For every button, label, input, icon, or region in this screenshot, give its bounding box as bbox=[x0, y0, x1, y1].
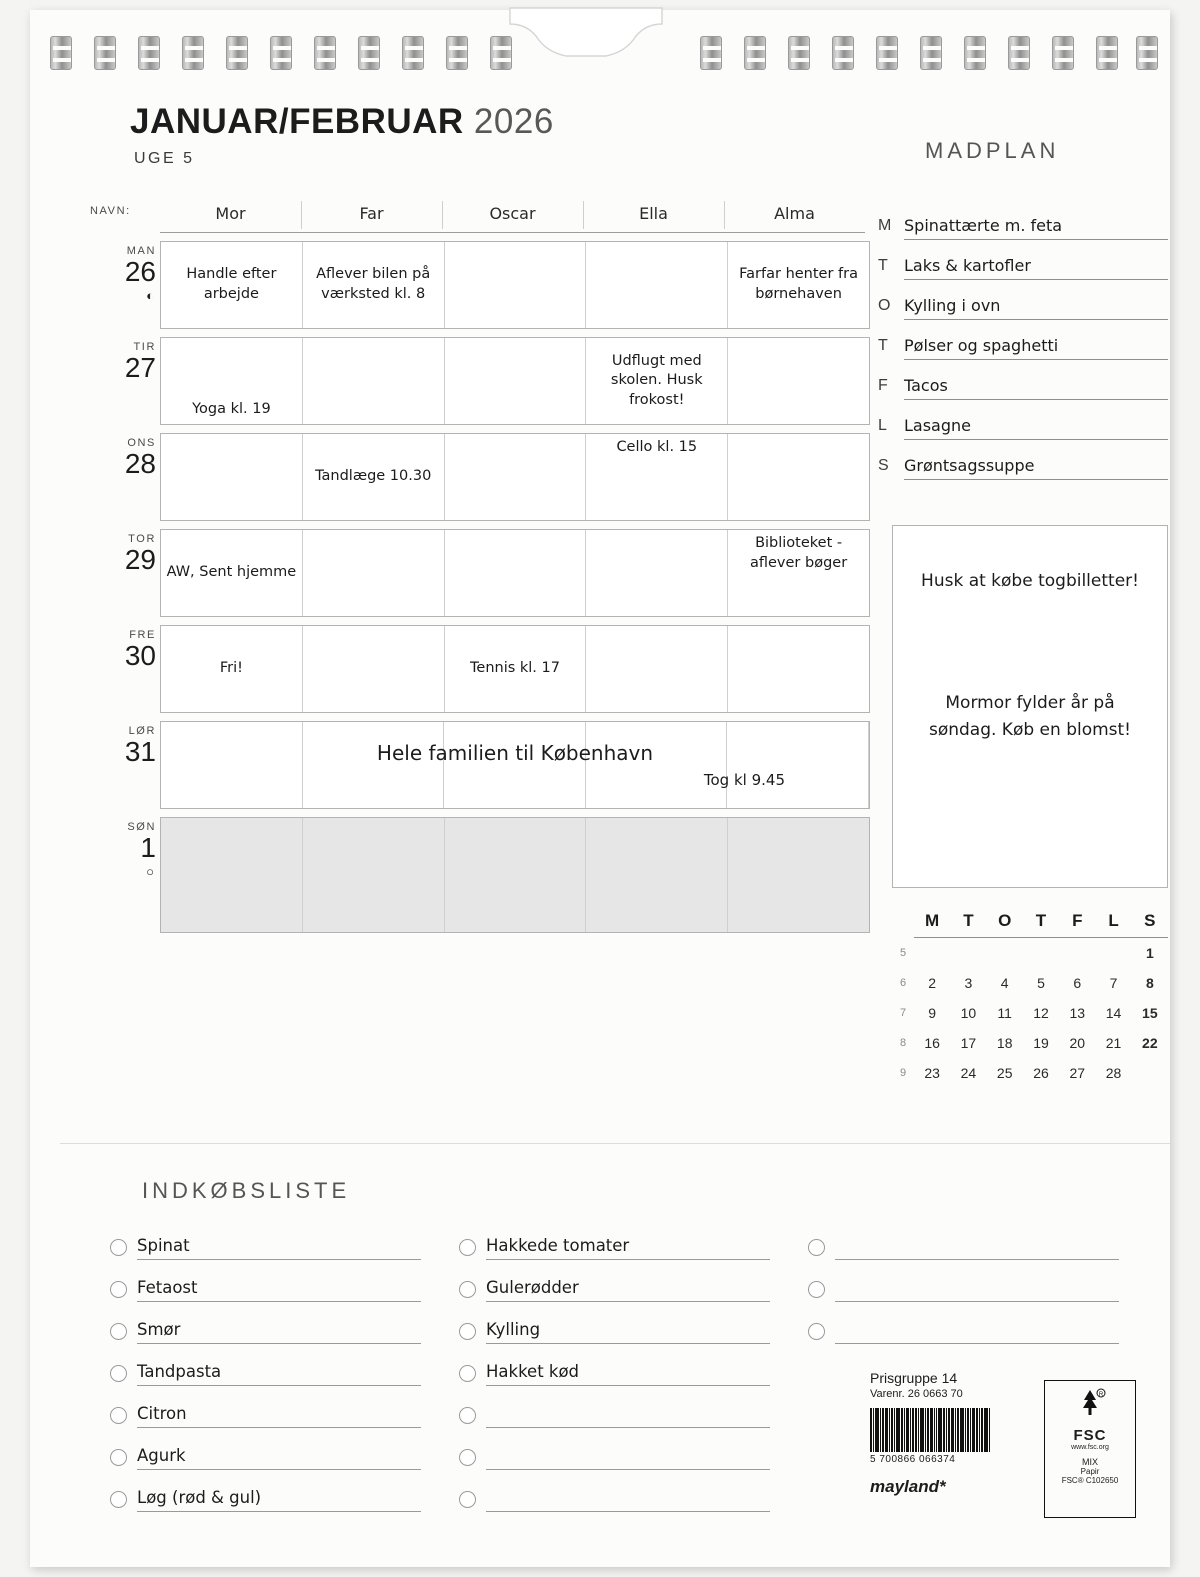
shopping-input[interactable]: Spinat bbox=[137, 1236, 421, 1260]
fsc-text: FSC bbox=[1073, 1427, 1107, 1444]
brand-logo: mayland* bbox=[870, 1477, 946, 1496]
shopping-input[interactable]: Hakket kød bbox=[486, 1362, 770, 1386]
notes-box[interactable] bbox=[892, 525, 1168, 888]
day-label: MAN 26 ◐ bbox=[124, 245, 156, 303]
day-cell[interactable] bbox=[445, 338, 587, 424]
madplan-list bbox=[878, 200, 1168, 480]
week-label: UGE 5 bbox=[134, 150, 195, 167]
checkbox-circle-icon[interactable] bbox=[459, 1239, 476, 1256]
fsc-code: FSC® C102650 bbox=[1061, 1476, 1119, 1485]
day-row-saturday bbox=[90, 721, 870, 809]
mini-header-tue: T bbox=[950, 908, 986, 938]
day-cell[interactable] bbox=[303, 818, 445, 932]
shopping-column-2 bbox=[459, 1218, 770, 1512]
day-label: TIR 27 bbox=[124, 341, 156, 383]
checkbox-circle-icon[interactable] bbox=[110, 1449, 127, 1466]
person-name-cell[interactable]: Alma bbox=[724, 195, 865, 233]
moon-phase-icon: ○ bbox=[146, 863, 154, 879]
day-label: TOR 29 bbox=[124, 533, 156, 575]
checkbox-circle-icon[interactable] bbox=[459, 1491, 476, 1508]
madplan-input[interactable]: Tacos bbox=[904, 376, 1168, 400]
mini-header-sun: S bbox=[1132, 908, 1168, 938]
day-cell[interactable]: Aflever bilen på værksted kl. 8 bbox=[303, 242, 445, 328]
shopping-input[interactable]: Kylling bbox=[486, 1320, 770, 1344]
fsc-tree-icon bbox=[1045, 1387, 1135, 1427]
mini-week-row: 7 9 10 11 12 13 14 15 bbox=[899, 1005, 1158, 1021]
madplan-title: MADPLAN bbox=[925, 138, 1060, 163]
note-text-2: Mormor fylder år på søndag. Køb en blomst! bbox=[928, 693, 1132, 740]
shopping-input[interactable]: Hakkede tomater bbox=[486, 1236, 770, 1260]
day-cell[interactable] bbox=[445, 434, 587, 520]
shopping-input[interactable] bbox=[835, 1320, 1119, 1344]
day-cell[interactable]: Tandlæge 10.30 bbox=[303, 434, 445, 520]
shopping-list-title: INDKØBSLISTE bbox=[142, 1178, 351, 1203]
moon-phase-icon: ◐ bbox=[146, 287, 154, 303]
list-item bbox=[110, 1218, 421, 1260]
day-cell[interactable]: Udflugt med skolen. Husk frokost! bbox=[586, 338, 728, 424]
page-title bbox=[130, 102, 554, 142]
checkbox-circle-icon[interactable] bbox=[459, 1407, 476, 1424]
shopping-input[interactable]: Tandpasta bbox=[137, 1362, 421, 1386]
svg-text:R: R bbox=[1098, 1392, 1104, 1398]
day-row-sunday bbox=[90, 817, 870, 933]
day-row-thursday bbox=[90, 529, 870, 617]
week-grid bbox=[90, 241, 870, 941]
checkbox-circle-icon[interactable] bbox=[110, 1239, 127, 1256]
shopping-column-1 bbox=[110, 1218, 421, 1512]
day-cell[interactable] bbox=[586, 818, 728, 932]
list-item bbox=[459, 1386, 770, 1428]
madplan-input[interactable]: Laks & kartofler bbox=[904, 256, 1168, 280]
checkbox-circle-icon[interactable] bbox=[459, 1365, 476, 1382]
shopping-input[interactable]: Fetaost bbox=[137, 1278, 421, 1302]
checkbox-circle-icon[interactable] bbox=[459, 1281, 476, 1298]
madplan-input[interactable]: Spinattærte m. feta bbox=[904, 216, 1168, 240]
month-name: JANUAR/FEBRUAR bbox=[130, 102, 464, 141]
day-cell[interactable] bbox=[161, 434, 303, 520]
mini-header-fri: F bbox=[1059, 908, 1095, 938]
mini-header-sat: L bbox=[1095, 908, 1131, 938]
person-header-row bbox=[160, 195, 865, 233]
checkbox-circle-icon[interactable] bbox=[808, 1281, 825, 1298]
hanger-cutout bbox=[506, 6, 666, 66]
list-item bbox=[110, 1386, 421, 1428]
day-cell[interactable]: Yoga kl. 19 bbox=[161, 338, 303, 424]
day-cell[interactable]: Farfar henter fra børnehaven bbox=[739, 266, 859, 302]
list-item bbox=[459, 1302, 770, 1344]
madplan-row: T Pølser og spaghetti bbox=[878, 320, 1168, 360]
day-cell[interactable]: AW, Sent hjemme bbox=[161, 530, 303, 616]
list-item bbox=[110, 1470, 421, 1512]
list-item bbox=[110, 1260, 421, 1302]
checkbox-circle-icon[interactable] bbox=[110, 1281, 127, 1298]
list-item bbox=[808, 1260, 1119, 1302]
day-label: ONS 28 bbox=[124, 437, 156, 479]
list-item bbox=[459, 1260, 770, 1302]
list-item bbox=[808, 1302, 1119, 1344]
shopping-input[interactable]: Agurk bbox=[137, 1446, 421, 1470]
day-cell[interactable] bbox=[445, 530, 587, 616]
checkbox-circle-icon[interactable] bbox=[110, 1491, 127, 1508]
madplan-row: L Lasagne bbox=[878, 400, 1168, 440]
mini-week-row: 6 2 3 4 5 6 7 8 bbox=[899, 975, 1154, 991]
day-row-friday bbox=[90, 625, 870, 713]
day-cell[interactable] bbox=[303, 530, 445, 616]
list-item bbox=[110, 1428, 421, 1470]
checkbox-circle-icon[interactable] bbox=[459, 1323, 476, 1340]
day-cell[interactable]: Tennis kl. 17 bbox=[445, 626, 587, 712]
section-divider bbox=[60, 1143, 1170, 1144]
fsc-mix: MIX bbox=[1081, 1457, 1098, 1467]
day-cell[interactable] bbox=[728, 818, 869, 932]
list-item bbox=[459, 1218, 770, 1260]
day-row-wednesday bbox=[90, 433, 870, 521]
day-label: SØN 1 ○ bbox=[127, 821, 156, 879]
checkbox-circle-icon[interactable] bbox=[459, 1449, 476, 1466]
day-cell[interactable]: Handle efter arbejde bbox=[161, 242, 303, 328]
shopping-input[interactable] bbox=[486, 1488, 770, 1512]
day-cell[interactable] bbox=[161, 818, 303, 932]
person-name-cell[interactable]: Far bbox=[301, 195, 442, 233]
mini-header-wed: O bbox=[987, 908, 1023, 938]
barcode bbox=[870, 1408, 1010, 1452]
day-cell[interactable] bbox=[445, 818, 587, 932]
shopping-input[interactable] bbox=[486, 1404, 770, 1428]
list-item bbox=[808, 1218, 1119, 1260]
shopping-input[interactable]: Løg (rød & gul) bbox=[137, 1488, 421, 1512]
mini-month-calendar bbox=[892, 908, 1168, 1088]
fsc-papir: Papir bbox=[1080, 1467, 1100, 1476]
list-item bbox=[459, 1428, 770, 1470]
person-name-cell[interactable]: Ella bbox=[583, 195, 724, 233]
checkbox-circle-icon[interactable] bbox=[808, 1239, 825, 1256]
madplan-row: S Grøntsagssuppe bbox=[878, 440, 1168, 480]
day-cell[interactable] bbox=[586, 242, 728, 328]
madplan-input[interactable]: Kylling i ovn bbox=[904, 296, 1168, 320]
madplan-input[interactable]: Pølser og spaghetti bbox=[904, 336, 1168, 360]
list-item bbox=[110, 1344, 421, 1386]
navn-label: NAVN: bbox=[90, 205, 131, 217]
checkbox-circle-icon[interactable] bbox=[110, 1407, 127, 1424]
shopping-input[interactable] bbox=[835, 1278, 1119, 1302]
day-cell[interactable] bbox=[728, 434, 869, 520]
calendar-page bbox=[30, 10, 1170, 1567]
day-cell[interactable]: Fri! bbox=[161, 626, 303, 712]
madplan-input[interactable]: Lasagne bbox=[904, 416, 1168, 440]
fsc-label bbox=[1044, 1380, 1136, 1518]
shopping-input[interactable] bbox=[835, 1236, 1119, 1260]
day-row-tuesday bbox=[90, 337, 870, 425]
checkbox-circle-icon[interactable] bbox=[110, 1323, 127, 1340]
mini-header-thu: T bbox=[1023, 908, 1059, 938]
checkbox-circle-icon[interactable] bbox=[808, 1323, 825, 1340]
price-group: Prisgruppe 14 bbox=[870, 1370, 958, 1386]
day-cell[interactable] bbox=[728, 338, 869, 424]
year: 2026 bbox=[473, 102, 554, 141]
mini-header-mon: M bbox=[914, 908, 950, 938]
madplan-input[interactable]: Grøntsagssuppe bbox=[904, 456, 1168, 480]
ean-number: 5 700866 066374 bbox=[870, 1454, 956, 1465]
shopping-input[interactable]: Gulerødder bbox=[486, 1278, 770, 1302]
madplan-row: F Tacos bbox=[878, 360, 1168, 400]
day-cell[interactable] bbox=[586, 530, 728, 616]
shopping-input[interactable]: Citron bbox=[137, 1404, 421, 1428]
person-name-cell[interactable]: Mor bbox=[160, 195, 301, 233]
person-name-cell[interactable]: Oscar bbox=[442, 195, 583, 233]
day-cell[interactable]: Cello kl. 15 bbox=[586, 434, 728, 520]
day-cell[interactable] bbox=[445, 242, 587, 328]
day-label: FRE 30 bbox=[124, 629, 156, 671]
fsc-url: www.fsc.org bbox=[1071, 1444, 1109, 1451]
shopping-input[interactable]: Smør bbox=[137, 1320, 421, 1344]
checkbox-circle-icon[interactable] bbox=[110, 1365, 127, 1382]
day-cell[interactable] bbox=[303, 626, 445, 712]
madplan-row: M Spinattærte m. feta bbox=[878, 200, 1168, 240]
spiral-binding bbox=[30, 10, 1170, 88]
day-cell[interactable]: Biblioteket - aflever bøger bbox=[749, 535, 848, 571]
mini-week-col-header bbox=[892, 908, 914, 938]
shopping-input[interactable] bbox=[486, 1446, 770, 1470]
day-cell[interactable] bbox=[586, 626, 728, 712]
day-cell-span-saturday[interactable]: Hele familien til København Tog kl 9.45 bbox=[376, 741, 785, 789]
mini-week-row: 5 1 bbox=[899, 945, 1154, 961]
note-text-1: Husk at købe togbilletter! bbox=[921, 571, 1139, 591]
mini-week-row: 9 23 24 25 26 27 28 bbox=[899, 1065, 1122, 1081]
day-row-monday bbox=[90, 241, 870, 329]
list-item bbox=[110, 1302, 421, 1344]
day-cell[interactable] bbox=[303, 338, 445, 424]
madplan-row: O Kylling i ovn bbox=[878, 280, 1168, 320]
day-cell[interactable] bbox=[728, 626, 869, 712]
list-item bbox=[459, 1344, 770, 1386]
list-item bbox=[459, 1470, 770, 1512]
day-label: LØR 31 bbox=[124, 725, 156, 767]
item-number: Varenr. 26 0663 70 bbox=[870, 1388, 963, 1400]
mini-week-row: 8 16 17 18 19 20 21 22 bbox=[899, 1035, 1158, 1051]
madplan-row: T Laks & kartofler bbox=[878, 240, 1168, 280]
